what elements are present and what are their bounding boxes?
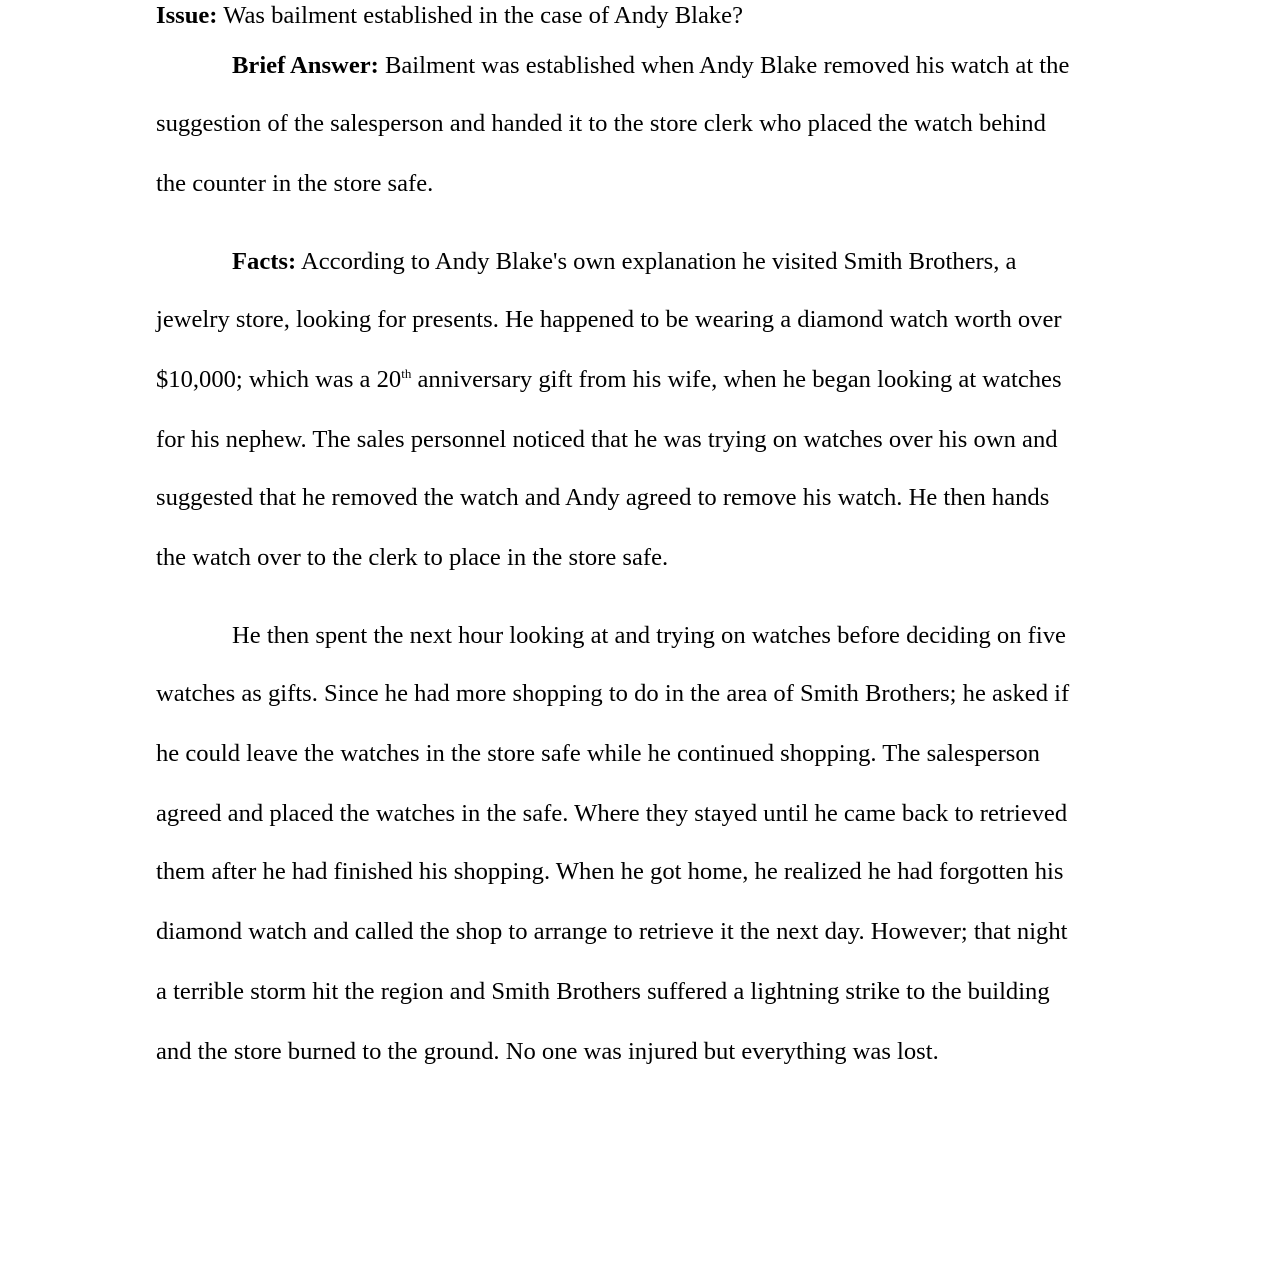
issue-line [156, 1, 743, 31]
brief-answer-line-3: the counter in the store safe. [156, 170, 434, 197]
paragraph2-line-5: them after he had finished his shopping. When he got home, he realized he had forgotten his [156, 858, 1064, 885]
paragraph2-line-3: he could leave the watches in the store safe while he continued shopping. The salesperson [156, 740, 1040, 767]
paragraph2-line-1: He then spent the next hour looking at and trying on watches before deciding on five [232, 622, 1066, 649]
paragraph2-line-8: and the store burned to the ground. No one was injured but everything was lost. [156, 1038, 939, 1065]
brief-answer-line-2: suggestion of the salesperson and handed it to the store clerk who placed the watch behind [156, 110, 1046, 137]
facts-line-1 [232, 247, 1016, 277]
brief-answer-line-1 [232, 51, 1069, 81]
paragraph2-line-7: a terrible storm hit the region and Smith Brothers suffered a lightning strike to the building [156, 978, 1050, 1005]
brief-answer-label: Brief Answer: [232, 52, 379, 79]
paragraph2-line-2: watches as gifts. Since he had more shopping to do in the area of Smith Brothers; he asked if [156, 680, 1070, 707]
facts-line-4: for his nephew. The sales personnel noticed that he was trying on watches over his own and [156, 426, 1058, 453]
ordinal-suffix: th [401, 366, 412, 381]
facts-line-2: jewelry store, looking for presents. He happened to be wearing a diamond watch worth over [156, 306, 1062, 333]
facts-text-1: According to Andy Blake's own explanation he visited Smith Brothers, a [296, 248, 1017, 275]
issue-text: Was bailment established in the case of Andy Blake? [217, 2, 744, 29]
facts-text-3b: anniversary gift from his wife, when he began looking at watches [411, 366, 1062, 393]
facts-line-5: suggested that he removed the watch and Andy agreed to remove his watch. He then hands [156, 484, 1050, 511]
facts-text-3a: $10,000; which was a 20 [156, 366, 402, 393]
facts-label: Facts: [232, 248, 297, 275]
paragraph2-line-4: agreed and placed the watches in the safe. Where they stayed until he came back to retrieved [156, 800, 1068, 827]
facts-line-3 [156, 365, 1062, 395]
issue-label: Issue: [156, 2, 218, 29]
brief-answer-text-1: Bailment was established when Andy Blake removed his watch at the [378, 52, 1070, 79]
facts-line-6: the watch over to the clerk to place in the store safe. [156, 544, 669, 571]
paragraph2-line-6: diamond watch and called the shop to arrange to retrieve it the next day. However; that night [156, 918, 1068, 945]
